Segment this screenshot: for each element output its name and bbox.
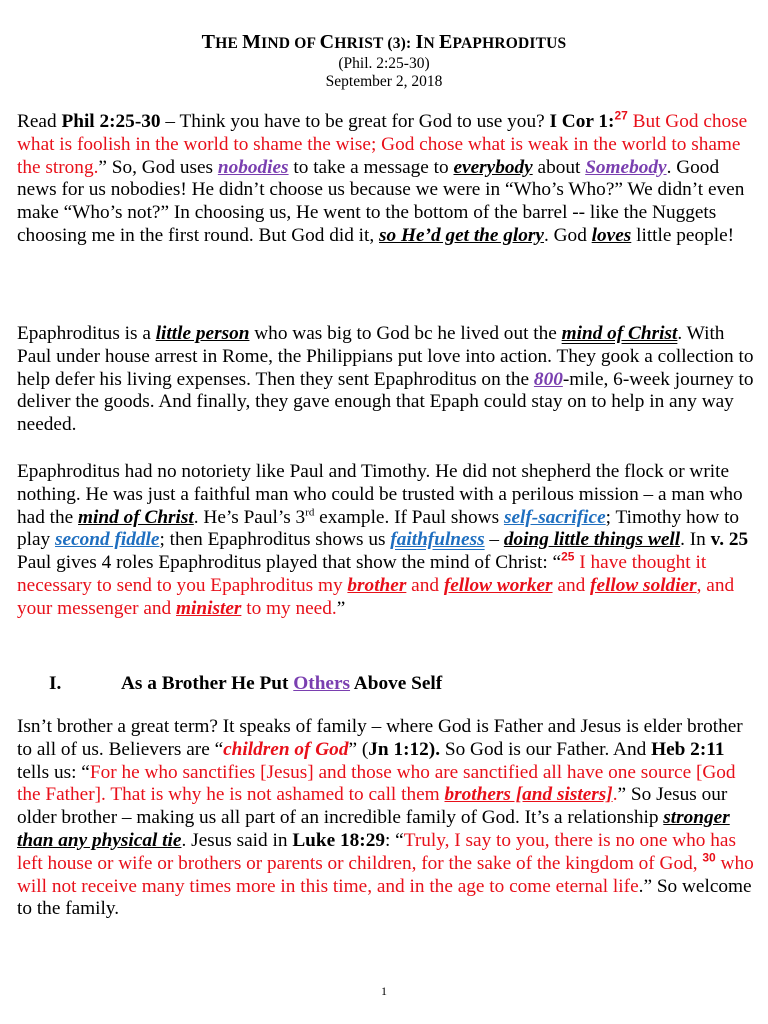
text-run: ” bbox=[336, 597, 346, 619]
bold-reference: Jn 1:12). bbox=[368, 738, 441, 760]
scripture-quote: to my need. bbox=[241, 597, 337, 619]
emphasis-mind-of-christ: mind of Christ bbox=[78, 506, 194, 528]
paragraph-epaphroditus bbox=[17, 323, 757, 437]
bold-reference: Luke 18:29 bbox=[292, 829, 385, 851]
page-number: 1 bbox=[381, 984, 387, 998]
emphasis-mind-of-christ: mind of Christ bbox=[561, 323, 678, 344]
verse-number: 30 bbox=[702, 850, 716, 865]
text-run: about bbox=[532, 156, 586, 178]
text-run: Paul gives 4 roles Epaphroditus played that show the mind of Christ: “ bbox=[17, 552, 562, 574]
title-part: M bbox=[242, 31, 262, 53]
title-part: C bbox=[319, 31, 335, 53]
emphasis-faithfulness: faithfulness bbox=[390, 529, 485, 551]
emphasis-minister: minister bbox=[176, 597, 242, 619]
text-run: ” So Jesus our older brother – making us all part of an incredible family of God. It’s a relationship bbox=[17, 784, 728, 829]
text-run: ” So, God uses bbox=[98, 156, 218, 178]
paragraph-brother bbox=[17, 716, 757, 921]
text-run: . He’s Paul’s 3 bbox=[193, 506, 306, 528]
text-run: : “ bbox=[384, 829, 404, 851]
text-run: tells us: “ bbox=[17, 761, 90, 783]
paragraph-faithfulness bbox=[17, 461, 757, 621]
emphasis-loves: loves bbox=[591, 224, 632, 246]
scripture-quote: who will not receive many times more in this time, and in the age to come eternal life bbox=[17, 852, 754, 897]
bold-reference: v. 25 bbox=[710, 529, 749, 551]
emphasis-somebody: Somebody bbox=[585, 156, 667, 178]
emphasis-little-person: little person bbox=[155, 323, 250, 344]
title-part: N bbox=[423, 35, 439, 52]
emphasis-children-of-god: children of God bbox=[223, 738, 349, 760]
text-run: . Jesus said in bbox=[181, 829, 293, 851]
text-run: – Think you have to be great for God to use you? bbox=[160, 111, 550, 132]
text-run: ; Timothy how to play bbox=[17, 506, 740, 551]
text-run: – bbox=[484, 529, 504, 551]
heading-emphasis-others: Others bbox=[293, 673, 351, 694]
bold-reference: Phil 2:25-30 bbox=[61, 111, 161, 132]
scripture-quote: and bbox=[406, 574, 444, 596]
title-part: PAPHRODITUS bbox=[452, 35, 567, 52]
scripture-quote: and bbox=[552, 574, 591, 596]
text-run: . In bbox=[680, 529, 711, 551]
text-run: So God is our Father. And bbox=[440, 738, 652, 760]
text-run: Epaphroditus had no notoriety like Paul and Timothy. He did not shepherd the flock or write nothing. He was just a faithful man who could be trusted with a perilous mission – a man who had the bbox=[17, 461, 743, 528]
sermon-date: September 2, 2018 bbox=[325, 73, 443, 90]
scripture-quote: , and your messenger and bbox=[17, 574, 735, 619]
section-heading bbox=[49, 672, 442, 696]
title-part: HE bbox=[215, 35, 243, 52]
section-number: I. bbox=[49, 673, 62, 694]
emphasis-brothers-and-sisters: brothers [and sisters] bbox=[444, 784, 613, 806]
paragraph-intro bbox=[17, 108, 757, 248]
text-run: . Good news for us nobodies! He didn’t choose us because we were in “Who’s Who?” We didn’t even make “Who’s not?” In choosing us, He went to the bottom of the barrel -- like the Nuggets choosing me in the first round. But God did it, bbox=[17, 156, 745, 246]
text-run: -mile, 6-week journey to deliver the goods. And finally, they gave enough that Epaph could stay on to help in any way needed. bbox=[17, 368, 754, 436]
scripture-quote: For he who sanctifies [Jesus] and those who are sanctified all have one source [God the Father]. That is why he is not ashamed to call them bbox=[17, 761, 736, 806]
emphasis-fellow-worker: fellow worker bbox=[443, 574, 553, 596]
emphasis-fellow-soldier: fellow soldier bbox=[590, 574, 697, 596]
verse-number: 25 bbox=[561, 549, 575, 564]
emphasis-self-sacrifice: self-sacrifice bbox=[503, 506, 606, 528]
emphasis-everybody: everybody bbox=[453, 156, 533, 178]
heading-text: As a Brother He Put bbox=[121, 673, 294, 694]
text-run: to take a message to bbox=[288, 156, 454, 178]
title-part: I bbox=[415, 31, 424, 53]
text-run: ; then Epaphroditus shows us bbox=[159, 529, 391, 551]
scripture-quote: Truly, I say to you, there is no one who has left house or wife or brothers or parents or children, for the sake of the kingdom of God, bbox=[17, 829, 736, 874]
title-part: HRIST (3): bbox=[334, 35, 416, 52]
verse-number: 27 bbox=[614, 108, 628, 123]
emphasis-800: 800 bbox=[533, 368, 563, 390]
text-run: little people! bbox=[631, 224, 735, 246]
text-run: Epaphroditus is a bbox=[17, 323, 156, 344]
title-part: E bbox=[438, 31, 453, 53]
text-run: . God bbox=[543, 224, 592, 246]
heading-text: Above Self bbox=[350, 673, 443, 694]
scripture-reference: (Phil. 2:25-30) bbox=[338, 55, 430, 72]
text-run: who was big to God bc he lived out the bbox=[249, 323, 562, 344]
sermon-title bbox=[0, 30, 768, 56]
text-run: ” ( bbox=[348, 738, 369, 760]
text-run: Isn’t brother a great term? It speaks of family – where God is Father and Jesus is elder brother to all of us. Believers are “ bbox=[17, 716, 743, 760]
bold-reference: Heb 2:11 bbox=[651, 738, 725, 760]
emphasis-glory: so He’d get the glory bbox=[379, 224, 544, 246]
bold-reference: I Cor 1: bbox=[549, 111, 615, 132]
emphasis-nobodies: nobodies bbox=[217, 156, 289, 178]
scripture-quote: But God chose what is foolish in the world to shame the wise; God chose what is weak in the world to shame the strong. bbox=[17, 111, 748, 178]
title-part: IND OF bbox=[261, 35, 320, 52]
scripture-quote: . bbox=[612, 784, 618, 806]
emphasis-second-fiddle: second fiddle bbox=[55, 529, 160, 551]
title-part: T bbox=[201, 31, 216, 53]
text-run: Read bbox=[17, 111, 62, 132]
text-run: example. If Paul shows bbox=[314, 506, 504, 528]
scripture-quote: I have thought it necessary to send to you Epaphroditus my bbox=[17, 552, 707, 596]
emphasis-little-things: doing little things well bbox=[503, 529, 681, 551]
emphasis-stronger-tie: stronger than any physical tie bbox=[17, 807, 730, 851]
emphasis-brother: brother bbox=[347, 574, 407, 596]
text-run: . With Paul under house arrest in Rome, the Philippians put love into action. They gook a collection to help defer his living expenses. Then they sent Epaphroditus on the bbox=[17, 323, 754, 390]
ordinal-suffix: rd bbox=[305, 506, 315, 519]
text-run: .” So welcome to the family. bbox=[17, 875, 752, 920]
